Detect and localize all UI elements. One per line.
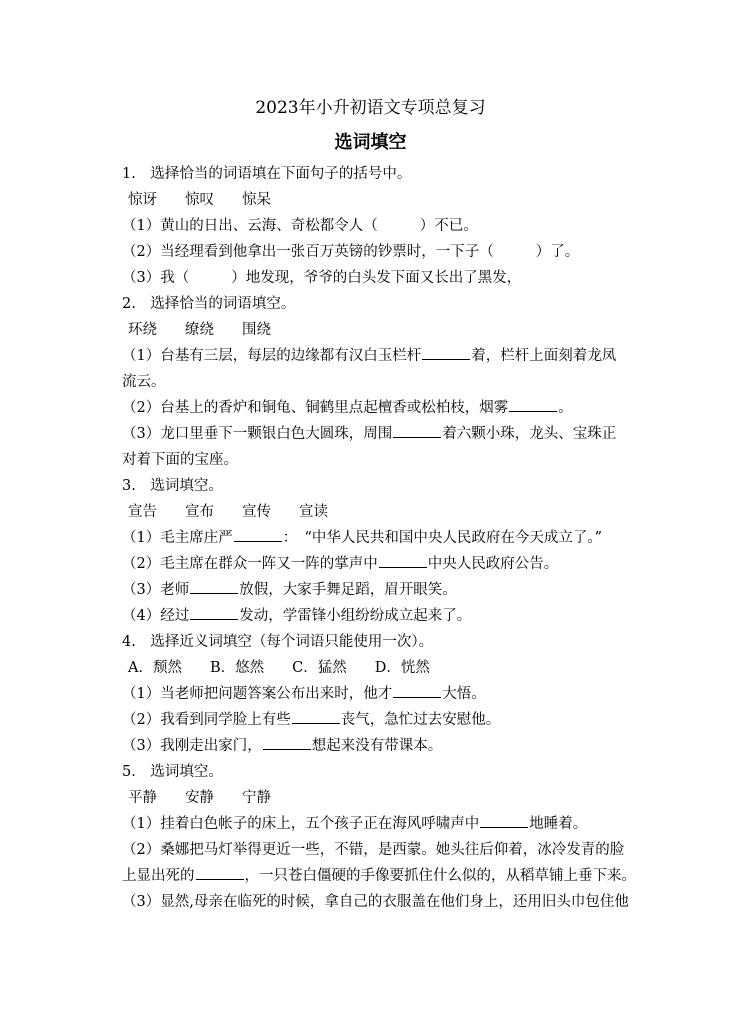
- option: 环绕: [128, 322, 157, 338]
- answer-blank[interactable]: [234, 527, 282, 542]
- option: 惊呆: [242, 192, 271, 208]
- option: A．颓然: [128, 660, 182, 676]
- question-4-item-2: （2）我看到同学脸上有些 丧气，急忙过去安慰他。: [122, 708, 500, 732]
- question-1-item-3: （3）我（ ）地发现，爷爷的白头发下面又长出了黑发，: [122, 270, 522, 286]
- option: 宣读: [299, 504, 328, 520]
- option: 惊叹: [185, 192, 214, 208]
- question-4-prompt: 4. 选择近义词填空（每个词语只能使用一次）。: [122, 634, 434, 650]
- question-5-item-2-continued: 上显出死的 ，一只苍白僵硬的手像要抓住什么似的，从稻草铺上垂下来。: [122, 864, 636, 888]
- question-2-item-2: （2）台基上的香炉和铜龟、铜鹤里点起檀香或松柏枝，烟雾 。: [122, 396, 573, 420]
- option: 宣告: [128, 504, 157, 520]
- question-3-item-4: （4）经过 发动，学雷锋小组纷纷成立起来了。: [122, 604, 471, 628]
- option: 缭绕: [185, 322, 214, 338]
- question-5-prompt: 5. 选词填空。: [122, 764, 223, 780]
- answer-blank[interactable]: [480, 813, 528, 828]
- question-3-options: [128, 500, 356, 524]
- question-5-item-3: （3）显然,母亲在临死的时候，拿自己的衣服盖在他们身上，还用旧头巾包住他: [122, 894, 629, 910]
- question-5-item-1: （1）挂着白色帐子的床上，五个孩子正在海风呼啸声中 地睡着。: [122, 812, 587, 836]
- question-5-item-2: （2）桑娜把马灯举得更近一些，不错，是西蒙。她头往后仰着，冰冷发青的脸: [122, 842, 625, 858]
- question-3-item-3: （3）老师 放假，大家手舞足蹈，眉开眼笑。: [122, 578, 457, 602]
- option: C．猛然: [292, 660, 347, 676]
- option: 安静: [185, 790, 214, 806]
- question-4-options: [128, 656, 458, 680]
- answer-blank[interactable]: [509, 397, 557, 412]
- document-title: 2023年小升初语文专项总复习: [255, 98, 486, 118]
- answer-blank[interactable]: [263, 735, 311, 750]
- option: 惊讶: [128, 192, 157, 208]
- question-3-item-1: （1）毛主席庄严 ： “中华人民共和国中央人民政府在今天成立了。”: [122, 526, 602, 550]
- question-3-prompt: 3. 选词填空。: [122, 478, 223, 494]
- answer-blank[interactable]: [379, 553, 427, 568]
- option: 宁静: [242, 790, 271, 806]
- answer-blank[interactable]: [196, 865, 244, 880]
- answer-blank[interactable]: [393, 683, 441, 698]
- question-1-options: [128, 188, 299, 212]
- answer-blank[interactable]: [190, 579, 238, 594]
- question-1-item-2: （2）当经理看到他拿出一张百万英镑的钞票时，一下子（ ）了。: [122, 244, 580, 260]
- question-1-item-1: （1）黄山的日出、云海、奇松都令人（ ）不已。: [122, 218, 478, 234]
- question-4-item-3: （3）我刚走出家门， 想起来没有带课本。: [122, 734, 442, 758]
- option: 围绕: [242, 322, 271, 338]
- question-2-item-1-continued: 流云。: [122, 374, 166, 390]
- question-4-item-1: （1）当老师把问题答案公布出来时，他才 大悟。: [122, 682, 486, 706]
- question-3-item-2: （2）毛主席在群众一阵又一阵的掌声中 中央人民政府公告。: [122, 552, 558, 576]
- option: D．恍然: [374, 660, 430, 676]
- question-2-prompt: 2. 选择恰当的词语填空。: [122, 296, 296, 312]
- answer-blank[interactable]: [422, 345, 470, 360]
- option: 宣传: [242, 504, 271, 520]
- question-1-prompt: 1. 选择恰当的词语填在下面句子的括号中。: [122, 166, 412, 182]
- question-2-options: [128, 318, 299, 342]
- question-2-item-1: （1）台基有三层，每层的边缘都有汉白玉栏杆 着，栏杆上面刻着龙凤: [122, 344, 616, 368]
- question-2-item-3: （3）龙口里垂下一颗银白色大圆珠，周围 着六颗小珠，龙头、宝珠正: [122, 422, 616, 446]
- answer-blank[interactable]: [393, 423, 441, 438]
- question-2-item-3-continued: 对着下面的宝座。: [122, 452, 238, 468]
- option: 平静: [128, 790, 157, 806]
- answer-blank[interactable]: [190, 605, 238, 620]
- option: 宣布: [185, 504, 214, 520]
- question-5-options: [128, 786, 299, 810]
- document-subtitle: 选词填空: [334, 132, 407, 153]
- option: B．悠然: [209, 660, 265, 676]
- answer-blank[interactable]: [292, 709, 340, 724]
